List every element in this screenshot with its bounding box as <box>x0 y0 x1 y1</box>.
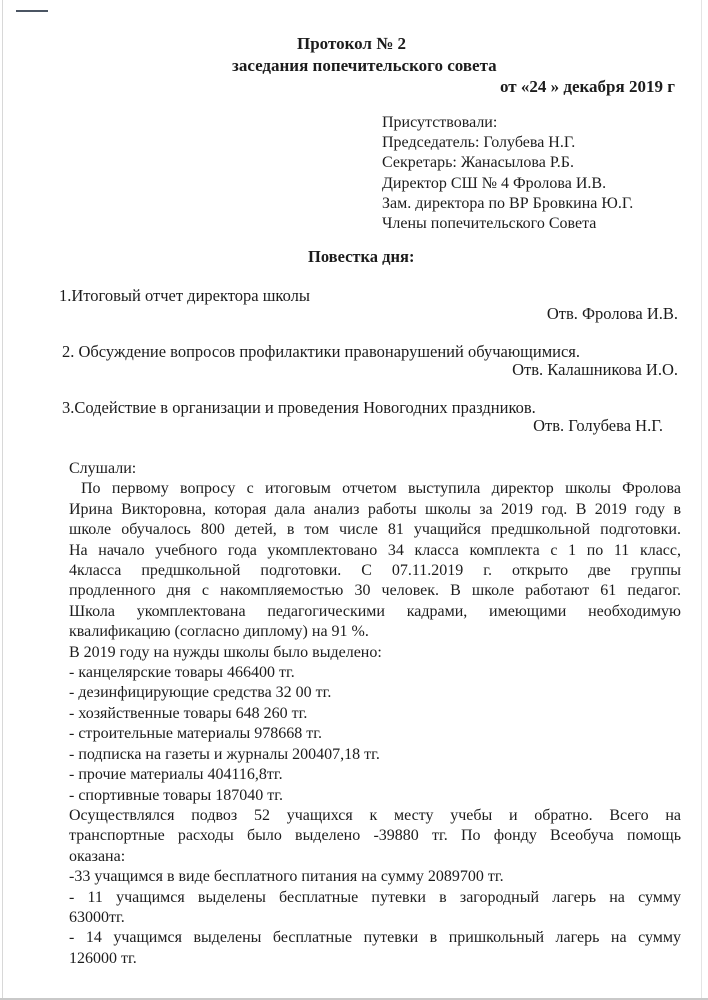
allocation-item: - спортивные товары 187040 тг. <box>69 786 284 804</box>
agenda-heading: Повестка дня: <box>308 247 415 266</box>
aid-line: - 14 учащимся выделены бесплатные путевки в пришкольный лагерь на сумму <box>69 929 681 947</box>
transport-line: оказана: <box>69 847 126 865</box>
allocation-item: - строительные материалы 978668 тг. <box>69 725 323 743</box>
agenda-responsible: Отв. Голубева Н.Г. <box>533 416 663 435</box>
heard-label: Слушали: <box>69 460 137 477</box>
attendance-member: Секретарь: Жанасылова Р.Б. <box>382 154 574 172</box>
body-line: По первому вопросу с итоговым отчетом выступила директор школы Фролова <box>81 480 681 498</box>
attendance-member: Зам. директора по ВР Бровкина Ю.Г. <box>382 194 634 212</box>
attendance-block <box>382 113 633 234</box>
body-line: 4класса предшкольной подготовки. С 07.11.2019 г. открыто две группы <box>69 562 681 580</box>
body-line: квалификацию (согласно диплому) на 91 %. <box>69 623 369 641</box>
body-line: Ирина Викторовна, которая дала анализ работы школы за 2019 год. В 2019 году в <box>69 500 681 518</box>
agenda-responsible: Отв. Фролова И.В. <box>546 304 678 323</box>
allocation-item: - дезинфицирующие средства 32 00 тг. <box>69 684 332 702</box>
transport-line: транспортные расходы было выделено -39880 тг. По фонду Всеобуча помощь <box>69 827 681 845</box>
document-subtitle: заседания попечительского совета <box>232 56 497 75</box>
allocation-item: - хозяйственные товары 648 260 тг. <box>69 704 308 722</box>
aid-line: - 11 учащимся выделены бесплатные путевки в загородный лагерь на сумму <box>69 888 681 906</box>
agenda-item: 3.Содействие в организации и проведения Новогодних праздников. <box>62 398 536 417</box>
allocation-intro: В 2019 году на нужды школы было выделено: <box>69 643 382 661</box>
document-date: от «24 » декабря 2019 г <box>500 77 675 96</box>
minutes-body <box>69 459 681 969</box>
agenda-item: 1.Итоговый отчет директора школы <box>59 286 310 305</box>
allocation-item: - прочие материалы 404116,8тг. <box>69 766 283 784</box>
page-edge-left <box>2 0 3 1000</box>
attendance-member: Председатель: Голубева Н.Г. <box>382 134 576 152</box>
attendance-heading: Присутствовали: <box>382 114 498 131</box>
allocation-item: - канцелярские товары 466400 тг. <box>69 664 295 682</box>
body-line: школе обучалось 800 детей, в том числе 81 учащийся предшкольной подготовки. <box>69 521 681 539</box>
agenda-item: 2. Обсуждение вопросов профилактики правонарушений обучающимися. <box>62 342 581 361</box>
document-title: Протокол № 2 <box>297 34 407 53</box>
body-line: продленного дня с накомпляемостью 30 человек. В школе работают 61 педагог. <box>69 582 681 600</box>
aid-line: -33 учащимся в виде бесплатного питания на сумму 2089700 тг. <box>69 868 504 886</box>
transport-line: Осуществлялся подвоз 52 учащихся к месту учебы и обратно. Всего на <box>69 806 681 824</box>
attendance-member: Члены попечительского Совета <box>382 215 597 233</box>
body-line: Школа укомплектована педагогическими кадрами, имеющими необходимую <box>69 602 681 620</box>
aid-line: 63000тг. <box>69 908 125 926</box>
page-edge-right <box>701 0 702 1000</box>
agenda-responsible: Отв. Калашникова И.О. <box>512 360 678 379</box>
aid-line: 126000 тг. <box>69 949 137 967</box>
allocation-item: - подписка на газеты и журналы 200407,18 тг. <box>69 745 380 763</box>
attendance-member: Директор СШ № 4 Фролова И.В. <box>382 174 607 192</box>
body-line: На начало учебного года укомплектовано 34 класса комплекта с 1 по 11 класс, <box>69 541 681 559</box>
scan-mark <box>16 10 48 12</box>
